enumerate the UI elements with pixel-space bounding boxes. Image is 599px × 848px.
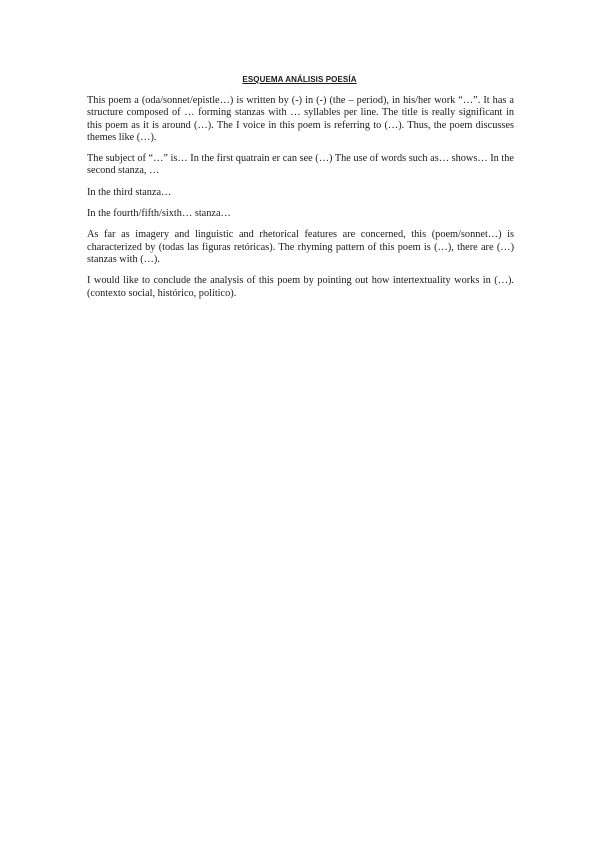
paragraph-further-stanzas: In the fourth/fifth/sixth… stanza… [87,208,231,220]
paragraph-imagery: As far as imagery and linguistic and rhetorical features are concerned, this (poem/sonnet…) is characterized by (todas las figuras retóricas). The rhyming pattern of this poem is (…), there are (…) stanzas with (…). [87,229,514,265]
paragraph-conclusion: I would like to conclude the analysis of this poem by pointing out how intertextuality works in (…). (contexto social, histórico, politico). [87,275,514,299]
paragraph-subject: The subject of “…” is… In the first quatrain er can see (…) The use of words such as… shows… In the second stanza, … [87,153,514,177]
paragraph-third-stanza: In the third stanza… [87,186,172,198]
paragraph-introduction: This poem a (oda/sonnet/epistle…) is written by (-) in (-) (the – period), in his/her work “…”. It has a structure composed of … forming stanzas with … syllables per line. The title is really significant in this poem as it is around (…). The I voice in this poem is referring to (…). Thus, the poem discusses themes like (…). [87,95,514,143]
document-body [87,95,514,309]
document-title: ESQUEMA ANÁLISIS POESÍA [242,75,357,84]
